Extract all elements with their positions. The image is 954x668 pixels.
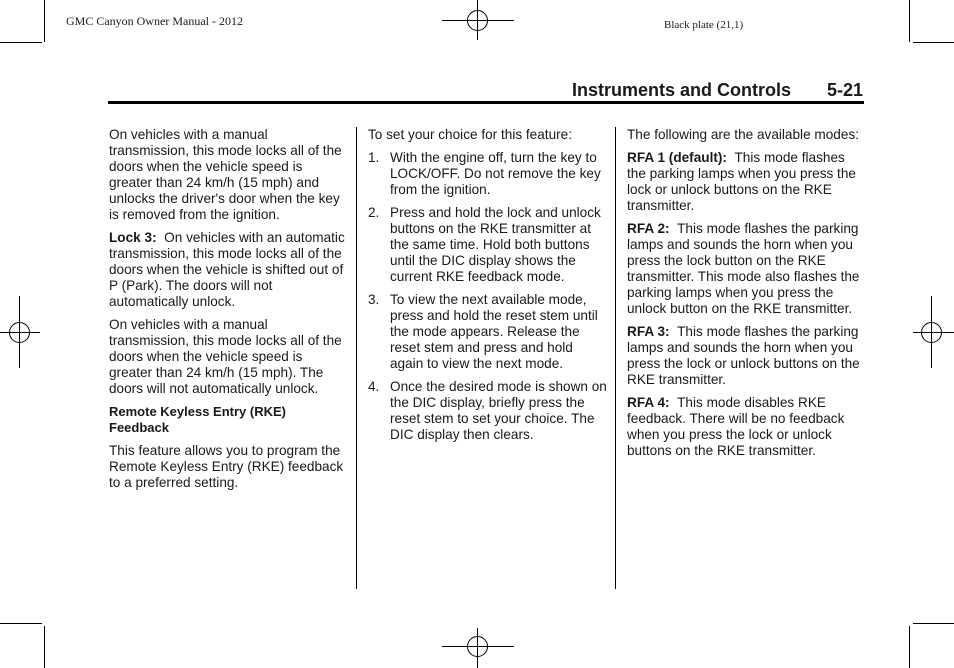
paragraph-lock-3 [109,230,345,310]
mode-entry [627,221,865,317]
paragraph: On vehicles with a manual transmission, this mode locks all of the doors when the vehicle speed is greater than 24 km/h (15 mph) and unlocks the driver's door when the key is removed from the ignition. [109,127,342,222]
list-item [368,379,608,443]
steps-list [368,150,608,443]
mode-entry [627,395,865,459]
step-text: Press and hold the lock and unlock buttons on the RKE transmitter at the same time. Hold both buttons until the DIC display shows the current RKE feedback mode. [390,205,601,284]
step-number: 1. [368,150,380,165]
column-1 [109,127,345,498]
header-rule [108,101,864,104]
intro-text: The following are the available modes: [627,127,859,142]
column-2 [368,127,608,450]
manual-title: GMC Canyon Owner Manual - 2012 [66,14,243,28]
registration-mark-right [913,296,954,368]
registration-mark-top [442,0,514,40]
mode-text: This mode disables RKE feedback. There will be no feedback when you press the lock or unlock buttons on the RKE transmitter. [627,395,845,458]
step-text: To view the next available mode, press and hold the reset stem until the mode appears. Release the reset stem and press and hold again to view the next mode. [390,292,598,371]
step-number: 4. [368,379,380,394]
step-text: Once the desired mode is shown on the DIC display, briefly press the reset stem to set your choice. The DIC display then clears. [390,379,607,442]
paragraph: On vehicles with a manual transmission, this mode locks all of the doors when the vehicle speed is greater than 24 km/h (15 mph). The doors will not automatically unlock. [109,317,342,396]
column-3 [627,127,865,466]
mode-label: RFA 3: [627,324,670,339]
column-divider [615,127,616,589]
mode-entry [627,324,865,388]
registration-mark-bottom [442,628,514,668]
mode-label: RFA 1 (default): [627,150,727,165]
mode-text: This mode flashes the parking lamps when you press the lock or unlock buttons on the RKE transmitter. [627,150,856,213]
term-text: On vehicles with an automatic transmission, this mode locks all of the doors when the vehicle is shifted out of P (Park). The doors will not automatically unlock. [109,230,345,309]
plate-label: Black plate (21,1) [664,19,744,31]
page-number: 5-21 [827,80,864,100]
subheading: Remote Keyless Entry (RKE) Feedback [109,404,286,435]
mode-text: This mode flashes the parking lamps and sounds the horn when you press the lock button on the RKE transmitter. This mode also flashes the parking lamps when you press the unlock button on the RKE transmitter. [627,221,860,316]
intro-text: To set your choice for this feature: [368,127,573,142]
registration-mark-left [0,296,40,368]
mode-entry [627,150,865,214]
step-number: 3. [368,292,380,307]
step-number: 2. [368,205,380,220]
section-title: Instruments and Controls [572,80,792,100]
paragraph: This feature allows you to program the Remote Keyless Entry (RKE) feedback to a preferred setting. [109,443,344,490]
mode-text: This mode flashes the parking lamps and sounds the horn when you press the lock or unlock buttons on the RKE transmitter. [627,324,860,387]
term-label: Lock 3: [109,230,157,245]
column-divider [356,127,357,589]
mode-label: RFA 4: [627,395,670,410]
step-text: With the engine off, turn the key to LOCK/OFF. Do not remove the key from the ignition. [390,150,601,197]
list-item [368,292,608,372]
mode-label: RFA 2: [627,221,670,236]
list-item [368,150,608,198]
list-item [368,205,608,285]
